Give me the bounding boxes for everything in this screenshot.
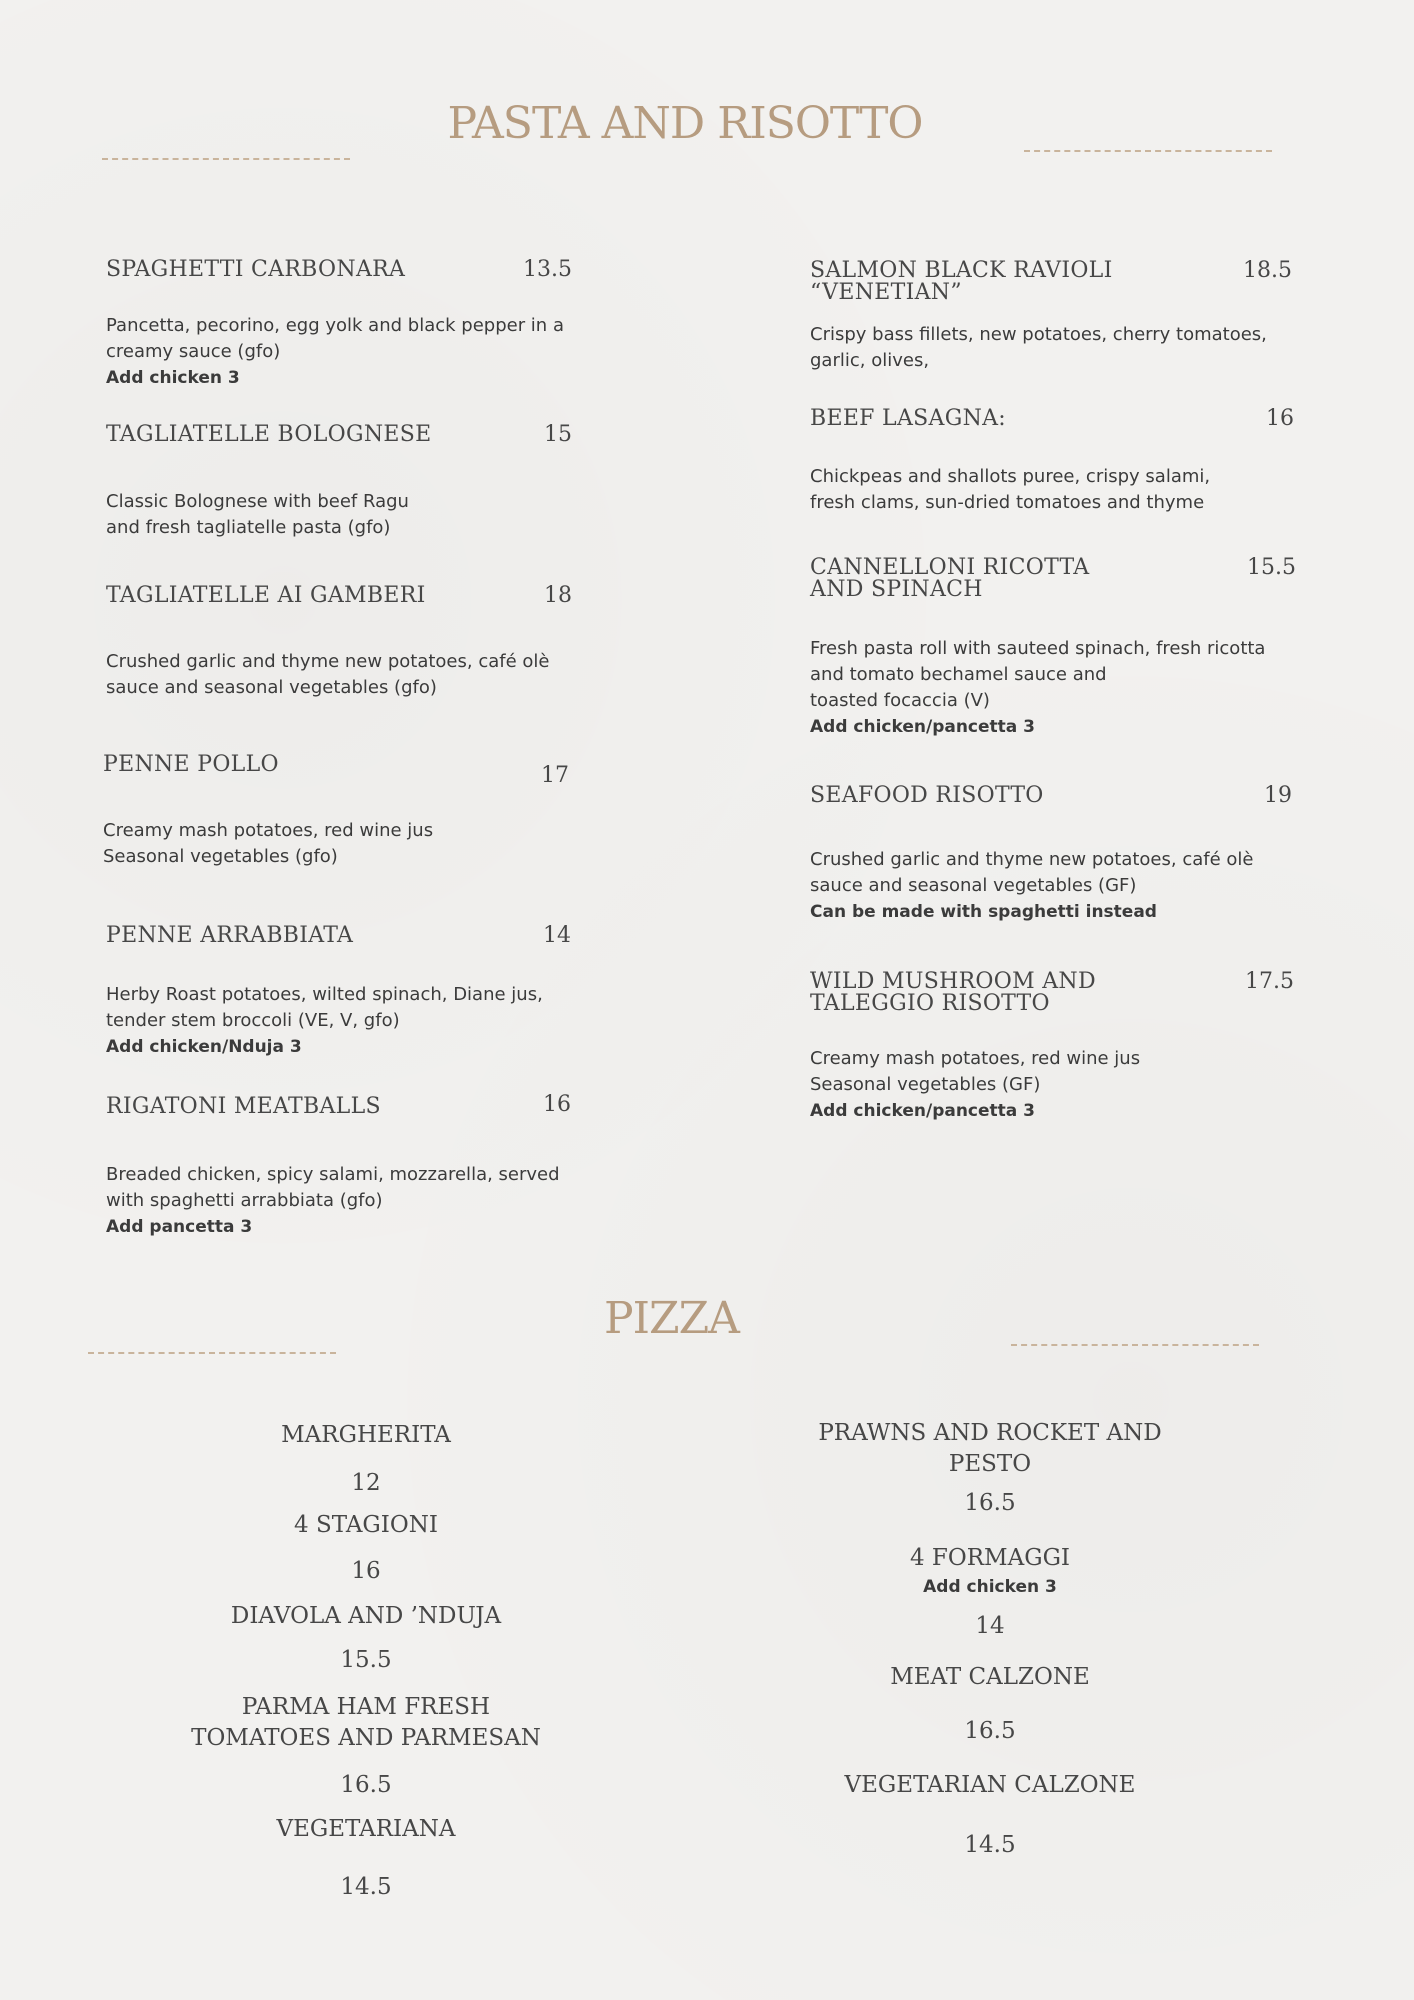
dish-price: 17.5	[1245, 969, 1294, 994]
divider-line	[1024, 150, 1272, 152]
dish-description	[810, 636, 1265, 740]
pizza-name: 4 FORMAGGI	[909, 1545, 1071, 1571]
dish-description	[106, 649, 549, 701]
pizza-price: 16.5	[964, 1490, 1016, 1516]
dish-description-line: Crushed garlic and thyme new potatoes, café olè	[810, 849, 1254, 870]
dish-description	[106, 982, 543, 1060]
dish-description-line: garlic, olives,	[810, 350, 930, 371]
dish-price: 18	[544, 583, 572, 608]
dish-description-line: Pancetta, pecorino, egg yolk and black pepper in a	[106, 315, 564, 336]
dish-description-line: Herby Roast potatoes, wilted spinach, Diane jus,	[106, 984, 543, 1005]
dish-name: BEEF LASAGNA:	[810, 406, 1007, 431]
dish-description-line: with spaghetti arrabbiata (gfo)	[106, 1190, 383, 1211]
divider-line	[88, 1352, 336, 1354]
pizza-extra: Add chicken 3	[923, 1577, 1057, 1597]
dish-name-line: SALMON BLACK RAVIOLI	[810, 258, 1113, 283]
dish-description-line: and tomato bechamel sauce and	[810, 664, 1107, 685]
pizza-name	[116, 1692, 616, 1754]
dish-name	[810, 557, 1089, 601]
dish-extra: Add pancetta 3	[106, 1217, 253, 1237]
dish-price: 19	[1264, 783, 1292, 808]
pizza-name	[790, 1418, 1190, 1480]
dish-description	[810, 1046, 1140, 1124]
dish-description-line: Fresh pasta roll with sauteed spinach, fresh ricotta	[810, 638, 1266, 659]
dish-description-line: Seasonal vegetables (gfo)	[103, 846, 338, 867]
dish-extra: Add chicken/Nduja 3	[106, 1037, 302, 1057]
dish-description-line: creamy sauce (gfo)	[106, 341, 281, 362]
dish-price: 13.5	[523, 257, 572, 282]
dish-description	[106, 489, 409, 541]
pizza-name: DIAVOLA AND ’NDUJA	[230, 1603, 502, 1629]
dish-description-line: sauce and seasonal vegetables (GF)	[810, 875, 1137, 896]
pizza-section-title: PIZZA	[604, 1293, 739, 1344]
dish-description-line: Crispy bass fillets, new potatoes, cherry tomatoes,	[810, 324, 1267, 345]
dish-name-line: AND SPINACH	[810, 577, 983, 602]
pizza-name: VEGETARIAN CALZONE	[844, 1772, 1136, 1798]
dish-name: TAGLIATELLE BOLOGNESE	[106, 422, 432, 447]
pizza-price: 16	[351, 1558, 381, 1584]
pizza-name: 4 STAGIONI	[294, 1512, 438, 1538]
dish-description-line: Breaded chicken, spicy salami, mozzarella, served	[106, 1164, 560, 1185]
dish-price: 15	[544, 422, 572, 447]
dish-name-line: WILD MUSHROOM AND	[810, 969, 1096, 994]
dish-price: 18.5	[1243, 258, 1292, 283]
dish-name-line: CANNELLONI RICOTTA	[810, 555, 1090, 580]
dish-description-line: Creamy mash potatoes, red wine jus	[810, 1048, 1141, 1069]
dish-name	[810, 260, 1113, 304]
dish-name: PENNE POLLO	[103, 752, 279, 777]
dish-description-line: Seasonal vegetables (GF)	[810, 1074, 1041, 1095]
divider-line	[102, 158, 350, 160]
pizza-price: 14.5	[340, 1874, 392, 1900]
dish-name: RIGATONI MEATBALLS	[106, 1094, 381, 1119]
dish-extra: Add chicken/pancetta 3	[810, 1101, 1036, 1121]
pizza-price: 15.5	[340, 1647, 392, 1673]
dish-description	[810, 847, 1253, 925]
dish-description	[810, 322, 1267, 374]
dish-description-line: sauce and seasonal vegetables (gfo)	[106, 677, 437, 698]
pizza-price: 12	[351, 1470, 381, 1496]
dish-name	[810, 971, 1096, 1015]
dish-price: 16	[1266, 406, 1294, 431]
dish-price: 17	[541, 763, 569, 788]
pizza-price: 14.5	[964, 1832, 1016, 1858]
pizza-name: MARGHERITA	[281, 1422, 451, 1448]
dish-price: 15.5	[1247, 555, 1296, 580]
dish-description-line: Crushed garlic and thyme new potatoes, café olè	[106, 651, 550, 672]
dish-description-line: and fresh tagliatelle pasta (gfo)	[106, 517, 391, 538]
dish-description	[103, 818, 433, 870]
pizza-name-line: PARMA HAM FRESH TOMATOES AND PARMESAN	[191, 1694, 541, 1751]
dish-name: SPAGHETTI CARBONARA	[106, 257, 406, 282]
dish-description	[810, 464, 1210, 516]
dish-description	[106, 1162, 560, 1240]
pizza-name: VEGETARIANA	[276, 1816, 456, 1842]
dish-description-line: tender stem broccoli (VE, V, gfo)	[106, 1010, 400, 1031]
dish-price: 14	[543, 923, 571, 948]
dish-extra: Add chicken 3	[106, 368, 240, 388]
dish-description-line: Chickpeas and shallots puree, crispy salami,	[810, 466, 1211, 487]
pizza-price: 14	[975, 1613, 1005, 1639]
dish-extra: Can be made with spaghetti instead	[810, 902, 1157, 922]
pizza-price: 16.5	[340, 1772, 392, 1798]
pasta-section-title: PASTA AND RISOTTO	[447, 98, 923, 149]
dish-price: 16	[543, 1092, 571, 1117]
dish-description-line: toasted focaccia (V)	[810, 690, 990, 711]
dish-description-line: Classic Bolognese with beef Ragu	[106, 491, 409, 512]
dish-name-line: “VENETIAN”	[810, 280, 962, 305]
pizza-name-line: PRAWNS AND ROCKET AND PESTO	[818, 1420, 1162, 1477]
dish-extra: Add chicken/pancetta 3	[810, 717, 1036, 737]
dish-description-line: Creamy mash potatoes, red wine jus	[103, 820, 434, 841]
dish-name: SEAFOOD RISOTTO	[810, 783, 1044, 808]
pizza-price: 16.5	[964, 1718, 1016, 1744]
dish-name-line: TALEGGIO RISOTTO	[810, 991, 1050, 1016]
dish-name: PENNE ARRABBIATA	[106, 923, 354, 948]
dish-description	[106, 313, 564, 391]
pizza-name: MEAT CALZONE	[890, 1664, 1090, 1690]
divider-line	[1011, 1344, 1259, 1346]
dish-name: TAGLIATELLE AI GAMBERI	[106, 583, 426, 608]
dish-description-line: fresh clams, sun-dried tomatoes and thyme	[810, 492, 1205, 513]
